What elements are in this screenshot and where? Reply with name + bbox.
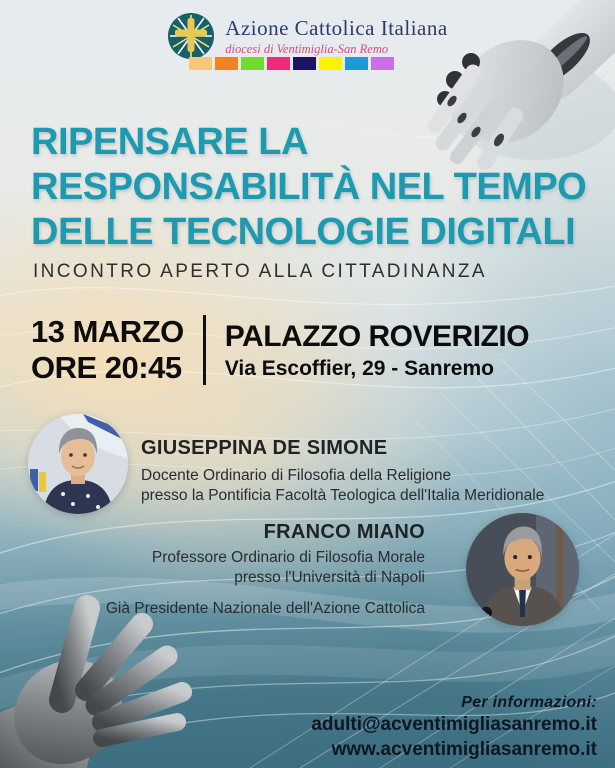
logo-org-name: Azione Cattolica Italiana xyxy=(225,15,448,40)
divider xyxy=(203,315,206,385)
speaker-extra-role: Già Presidente Nazionale dell'Azione Cattolica xyxy=(105,599,425,617)
poster-title xyxy=(31,120,586,255)
speaker-name: GIUSEPPINA DE SIMONE xyxy=(141,437,388,459)
venue-address: Via Escoffier, 29 - Sanremo xyxy=(224,356,494,380)
speaker-giuseppina xyxy=(141,437,544,506)
palette-swatch xyxy=(189,57,212,70)
event-details xyxy=(31,314,529,386)
palette-swatch xyxy=(371,57,394,70)
info-website: www.acventimigliasanremo.it xyxy=(331,739,597,761)
palette-swatch xyxy=(345,57,368,70)
palette-swatch xyxy=(319,57,342,70)
title-line-2: RESPONSABILITÀ NEL TEMPO xyxy=(31,166,587,208)
logo-diocese: diocesi di Ventimiglia-San Remo xyxy=(225,41,389,56)
event-time: ORE 20:45 xyxy=(31,350,182,385)
poster-subtitle: INCONTRO APERTO ALLA CITTADINANZA xyxy=(33,261,488,282)
logo-color-bar xyxy=(189,57,394,70)
speaker-franco xyxy=(106,521,425,618)
speaker-name: FRANCO MIANO xyxy=(263,521,425,543)
azione-cattolica-logo-icon xyxy=(167,12,215,60)
palette-swatch xyxy=(215,57,238,70)
speaker-role-line2: presso la Pontificia Facoltà Teologica dell'Italia Meridionale xyxy=(141,486,545,504)
venue-name: PALAZZO ROVERIZIO xyxy=(224,319,530,353)
palette-swatch xyxy=(241,57,264,70)
palette-swatch xyxy=(267,57,290,70)
palette-swatch xyxy=(293,57,316,70)
speaker-role-line1: Professore Ordinario di Filosofia Morale xyxy=(151,549,425,566)
info-email: adulti@acventimigliasanremo.it xyxy=(311,714,597,735)
speaker-role-line1: Docente Ordinario di Filosofia della Religione xyxy=(141,467,452,484)
title-line-3: DELLE TECNOLOGIE DIGITALI xyxy=(31,211,576,253)
speaker-role-line2: presso l'Università di Napoli xyxy=(234,568,425,586)
info-heading: Per informazioni: xyxy=(461,694,597,711)
event-venue xyxy=(225,320,529,381)
logo xyxy=(0,12,615,60)
event-date-line1: 13 MARZO xyxy=(31,314,184,349)
title-line-1: RIPENSARE LA xyxy=(31,121,308,163)
speaker-photo-giuseppina xyxy=(28,414,128,514)
event-date xyxy=(31,314,184,386)
speaker-photo-franco xyxy=(466,513,579,626)
contact-info xyxy=(311,694,597,762)
